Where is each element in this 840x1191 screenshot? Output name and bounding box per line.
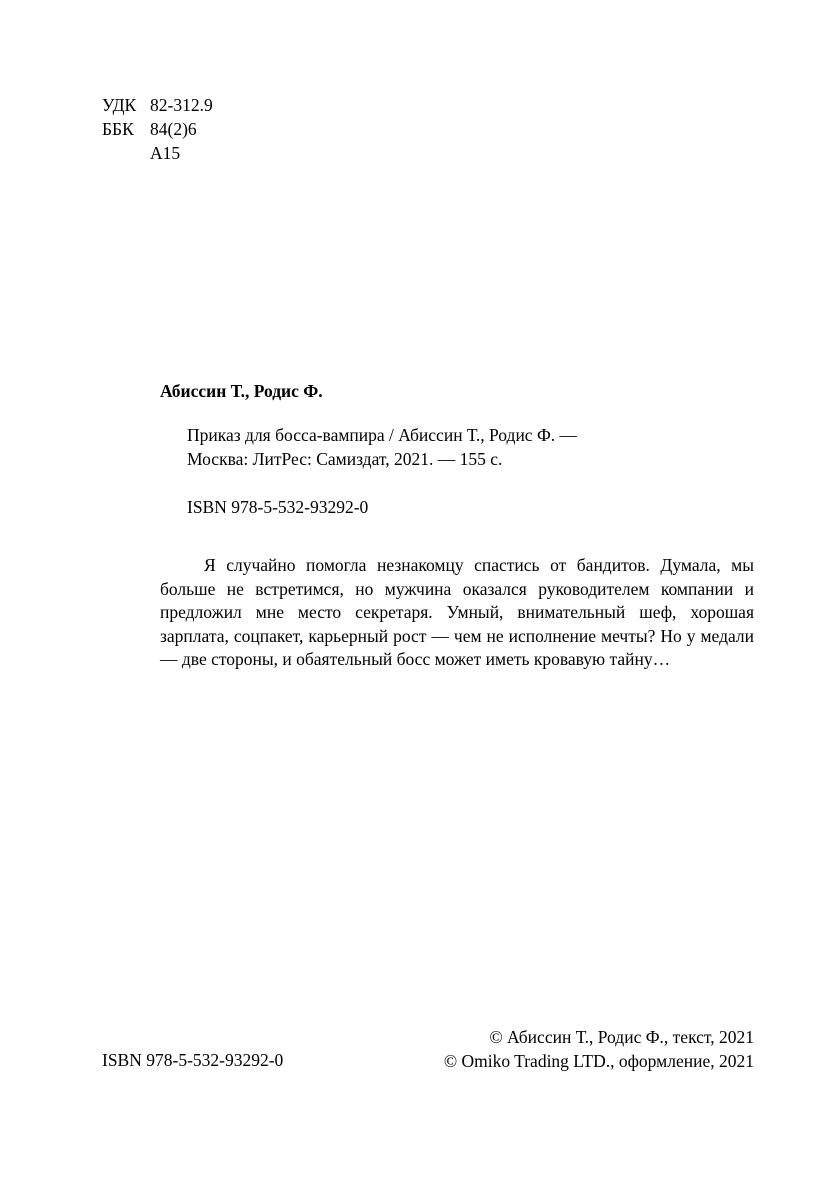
footer-isbn: ISBN 978-5-532-93292-0 (102, 1050, 284, 1070)
title-line: Приказ для босса-вампира / Абиссин Т., Родис Ф. — (187, 425, 578, 445)
bbk-row (102, 119, 197, 140)
udk-value: 82-312.9 (150, 95, 213, 115)
bbk-value: 84(2)6 (150, 119, 197, 139)
bbk-label: ББК (102, 119, 134, 139)
record-isbn: ISBN 978-5-532-93292-0 (187, 497, 369, 517)
authors-heading: Абиссин Т., Родис Ф. (160, 381, 323, 401)
udk-row (102, 95, 213, 116)
author-mark: А15 (150, 143, 181, 163)
abstract-paragraph: Я случайно помогла незнакомцу спастись от бандитов. Думала, мы больше не встретимся, но мужчина оказался руководителем компании и предложил мне место секретаря. Умный, внимательный шеф, хорошая зарплата, соцпакет, карьерный рост — чем не исполнение мечты? Но у медали — две стороны, и обаятельный босс может иметь кровавую тайну… (160, 555, 754, 670)
copyright-text: © Абиссин Т., Родис Ф., текст, 2021 (489, 1027, 754, 1047)
udk-label: УДК (102, 95, 137, 115)
copyright-design: © Omiko Trading LTD., оформление, 2021 (443, 1050, 754, 1071)
copyright-block (444, 1026, 754, 1073)
publication-line: Москва: ЛитРес: Самиздат, 2021. — 155 с. (187, 449, 503, 469)
